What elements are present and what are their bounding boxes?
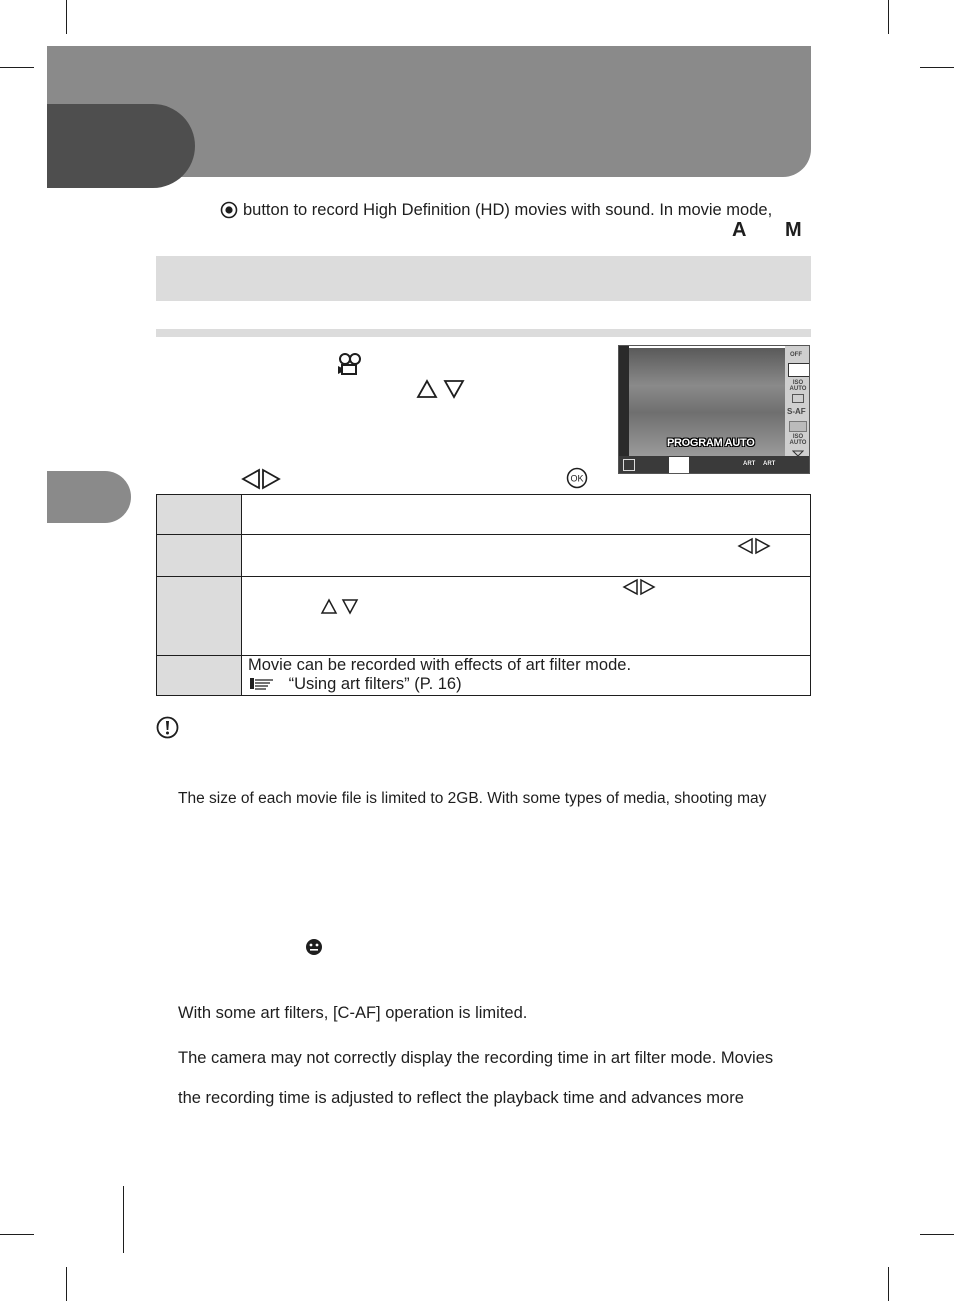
- caution-icon: [156, 716, 179, 739]
- movie-camera-icon: [336, 352, 362, 376]
- camera-left-strip: [619, 346, 629, 458]
- camera-screen-illustration: [618, 345, 810, 474]
- mode-letter-a: A: [732, 219, 747, 241]
- crop-mark: [0, 1234, 34, 1235]
- panel-label: OFF: [790, 352, 802, 358]
- panel-wb-box: [792, 394, 804, 403]
- table-row-header: [157, 656, 242, 696]
- section-strip: [156, 329, 811, 337]
- panel-metering-box: [789, 421, 807, 432]
- reference-hand-icon: [248, 675, 278, 691]
- table-cell: [242, 656, 811, 696]
- mode-table: [156, 494, 811, 696]
- table-row-header: [157, 577, 242, 656]
- crop-mark: [920, 67, 954, 68]
- ok-button-icon: [566, 467, 588, 489]
- note-file-size: The size of each movie file is limited to 2GB. With some types of media, shooting may: [178, 790, 767, 807]
- camera-right-panel: [785, 346, 810, 458]
- up-down-arrows-icon: [320, 598, 360, 616]
- binding-line: [123, 1186, 124, 1253]
- camera-mode-text: PROGRAM AUTO: [667, 437, 755, 449]
- crop-mark: [888, 0, 889, 34]
- table-row: [157, 656, 811, 696]
- table-cell: [242, 495, 811, 535]
- bottom-selected-box: [669, 457, 689, 473]
- crop-mark: [888, 1267, 889, 1301]
- reference-text: “Using art filters” (P. 16): [288, 675, 462, 693]
- crop-mark: [66, 1267, 67, 1301]
- up-down-arrows-icon: [416, 378, 466, 400]
- heading-box: [156, 256, 811, 301]
- table-cell: [242, 577, 811, 656]
- side-chapter-tab: [47, 471, 131, 523]
- panel-label: ISO AUTO: [789, 434, 807, 446]
- left-right-arrows-icon: [622, 578, 656, 596]
- note-recording-time: The camera may not correctly display the recording time in art filter mode. Movies: [178, 1049, 774, 1067]
- art-filter-reference: [248, 675, 804, 694]
- bottom-art-label: ART: [743, 461, 756, 467]
- bottom-movie-icon: [623, 459, 635, 471]
- note-caf: With some art filters, [C-AF] operation is limited.: [178, 1004, 528, 1022]
- panel-selected-box: [788, 363, 810, 377]
- panel-label: S-AF: [787, 407, 806, 416]
- table-row: [157, 495, 811, 535]
- crop-mark: [920, 1234, 954, 1235]
- crop-mark: [66, 0, 67, 34]
- left-right-arrows-icon: [737, 537, 771, 555]
- crop-mark: [0, 67, 34, 68]
- mode-letter-m: M: [785, 219, 802, 241]
- art-filter-text: Movie can be recorded with effects of art filter mode.: [248, 656, 632, 674]
- note-playback-time: the recording time is adjusted to reflect the playback time and advances more: [178, 1089, 744, 1107]
- bottom-art-label: ART: [763, 461, 776, 467]
- chapter-tab: [47, 104, 195, 188]
- svg-text:OK: OK: [570, 473, 584, 484]
- table-row-header: [157, 495, 242, 535]
- table-row: [157, 535, 811, 577]
- movie-record-button-icon: [220, 201, 238, 219]
- panel-label: ISO AUTO: [789, 380, 807, 392]
- intro-text: button to record High Definition (HD) movies with sound. In movie mode,: [243, 201, 773, 219]
- camera-bottom-bar: [619, 456, 810, 474]
- table-row-header: [157, 535, 242, 577]
- face-icon: [305, 938, 323, 956]
- table-cell: [242, 535, 811, 577]
- left-right-arrows-icon: [240, 468, 282, 490]
- table-row: [157, 577, 811, 656]
